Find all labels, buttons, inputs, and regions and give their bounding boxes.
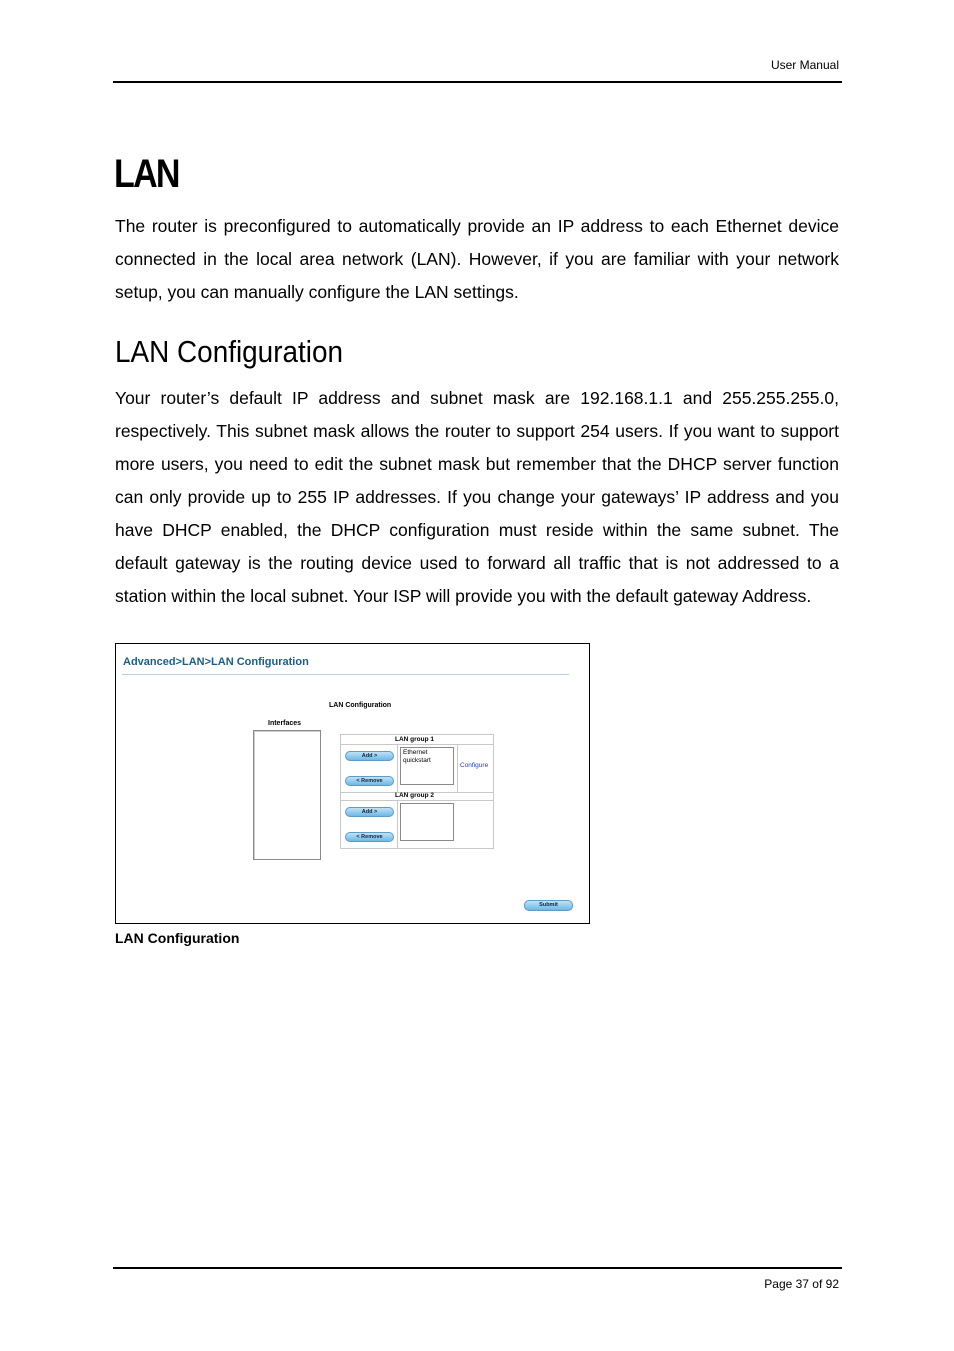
footer-rule [113,1267,842,1269]
group1-add-button[interactable]: Add > [345,751,394,761]
breadcrumb-rule [122,674,569,675]
intro-paragraph: The router is preconfigured to automatically provide an IP address to each Ethernet device connected in the local area network (LAN). However, if you are familiar with your network setup, you can manually configure the LAN settings. [115,216,839,302]
group2-add-button[interactable]: Add > [345,807,394,817]
screenshot-figure [115,643,590,924]
subsection-title: LAN Configuration [115,334,343,369]
submit-button[interactable]: Submit [524,900,573,911]
lan-group-1 [340,734,494,793]
lan-group-2-label: LAN group 2 [341,791,493,801]
group2-remove-button[interactable]: < Remove [345,832,394,842]
panel-title: LAN Configuration [329,702,392,709]
lan-group-2 [340,791,494,849]
page-number: Page 37 of 92 [764,1277,839,1291]
list-item[interactable]: Ethernet [403,749,428,756]
list-item[interactable]: quickstart [403,757,431,764]
interfaces-list[interactable] [253,730,321,860]
figure-caption: LAN Configuration [115,930,240,946]
header-label: User Manual [770,58,839,72]
header-rule [113,81,842,83]
group1-list[interactable] [400,747,454,785]
lan-group-1-label: LAN group 1 [341,735,493,745]
section-title: LAN [114,152,179,196]
group2-list[interactable] [400,803,454,841]
breadcrumb: Advanced>LAN>LAN Configuration [123,656,309,668]
configure-link[interactable]: Configure [460,762,489,769]
config-paragraph: Your router’s default IP address and subnet mask are 192.168.1.1 and 255.255.255.0, respectively. This subnet mask allows the router to support 254 users. If you want to support more users, you need to edit the subnet mask but remember that the DHCP server function can only provide up to 255 IP addresses. If you change your gateways’ IP address and you have DHCP enabled, the DHCP configuration must reside within the same subnet. The default gateway is the routing device used to forward all traffic that is not addressed to a station within the local subnet. Your ISP will provide you with the default gateway Address. [115,388,839,606]
group1-remove-button[interactable]: < Remove [345,776,394,786]
interfaces-label: Interfaces [268,720,302,727]
